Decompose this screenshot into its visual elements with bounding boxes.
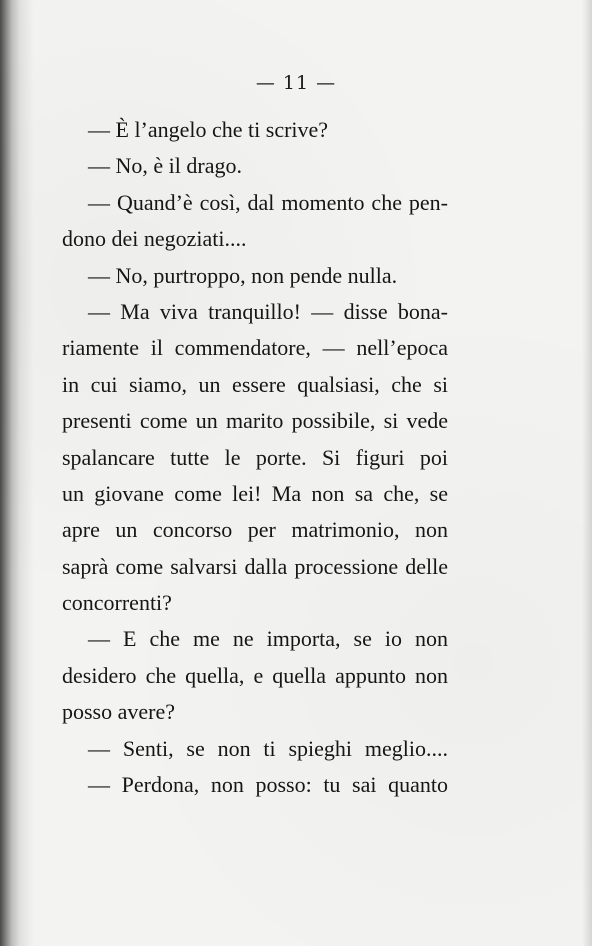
- text-line: presenti come un marito possibile, si vede: [62, 408, 448, 434]
- text-line: concorrenti?: [62, 590, 172, 616]
- page-edge-shadow: [582, 0, 592, 946]
- text-line: posso avere?: [62, 699, 176, 725]
- text-line: spalancare tutte le porte. Si figuri poi: [62, 444, 448, 470]
- text-line: apre un concorso per matrimonio, non: [62, 517, 448, 543]
- text-line: in cui siamo, un essere qualsiasi, che si: [62, 371, 448, 397]
- text-line: — È l’angelo che ti scrive?: [88, 117, 329, 142]
- text-line: — Ma viva tranquillo! — disse bona-: [88, 298, 448, 324]
- text-line: dono dei negoziati....: [62, 226, 247, 252]
- page-number: — 11 —: [255, 72, 337, 94]
- text-line: — Quand’è così, dal momento che pen-: [88, 189, 448, 215]
- text-line: — E che me ne importa, se io non: [88, 626, 448, 652]
- text-line: — Perdona, non posso: tu sai quanto: [88, 772, 448, 798]
- text-line: riamente il commendatore, — nell’epoca: [62, 335, 448, 361]
- text-line: — No, è il drago.: [88, 153, 242, 179]
- body-text: [62, 112, 448, 803]
- text-line: saprà come salvarsi dalla processione delle: [62, 553, 448, 579]
- binding-shadow: [0, 0, 34, 946]
- text-line: — Senti, se non ti spieghi meglio....: [88, 735, 448, 761]
- text-line: un giovane come lei! Ma non sa che, se: [62, 480, 448, 506]
- text-line: desidero che quella, e quella appunto non: [62, 662, 448, 688]
- text-line: — No, purtroppo, non pende nulla.: [88, 262, 398, 288]
